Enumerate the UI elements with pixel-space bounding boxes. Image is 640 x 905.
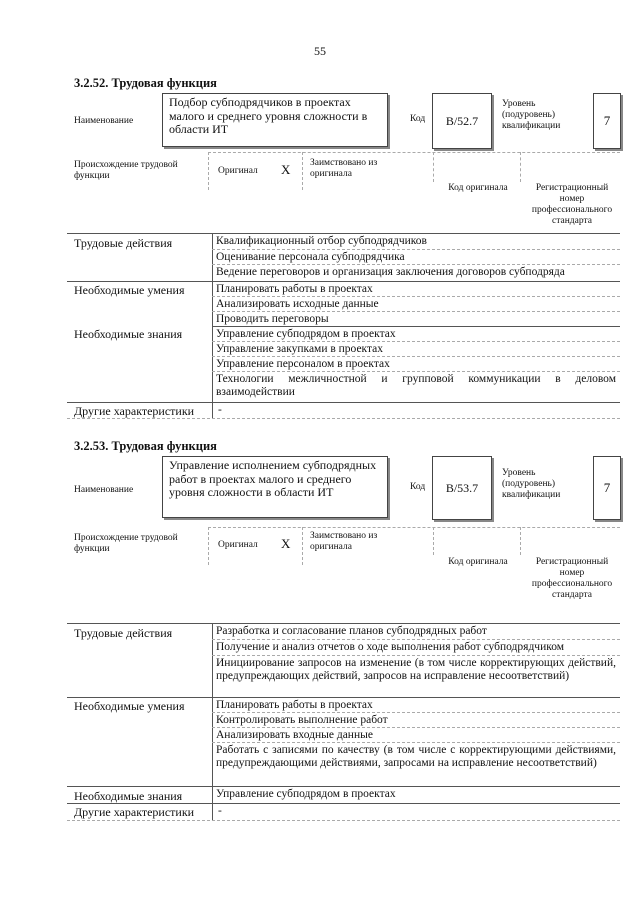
row-divider — [212, 655, 620, 656]
function-name-box — [162, 93, 388, 147]
reg-number-label: Регистрационный номер профессионального стандарта — [531, 183, 613, 226]
table-line — [67, 402, 620, 403]
other-value: - — [218, 404, 222, 416]
skill-item: Работать с записями по качеству (в том числе с корректирующими действиями, предупреждающими действиями, запросами на исправление несоответствий) — [216, 744, 616, 769]
code-value: B/53.7 — [445, 480, 479, 495]
table-line — [67, 623, 620, 624]
knowledge-label: Необходимые знания — [74, 327, 183, 341]
original-mark: X — [281, 536, 291, 551]
divider — [520, 152, 521, 182]
skills-label: Необходимые умения — [74, 699, 185, 713]
origin-code-label: Код оригинала — [448, 183, 508, 193]
row-divider — [212, 296, 620, 297]
table-line — [212, 326, 620, 327]
divider — [433, 527, 434, 555]
divider — [208, 152, 209, 190]
code-value: B/52.7 — [445, 113, 479, 128]
action-item: Разработка и согласование планов субподрядных работ — [216, 625, 487, 637]
knowledge-item: Управление субподрядом в проектах — [216, 328, 396, 340]
function-name: Подбор субподрядчиков в проектах малого и среднего уровня сложности в области ИТ — [169, 95, 368, 136]
function-name: Управление исполнением субподрядных работ в проектах малого и среднего уровня сложности в области ИТ — [169, 458, 377, 499]
action-item: Инициирование запросов на изменение (в том числе корректирующих действий, предупреждающих действий, запросов на исправление несоответствий) — [216, 657, 616, 682]
table-line — [67, 820, 620, 821]
origin-label: Происхождение трудовой функции — [74, 533, 178, 554]
skill-item: Планировать работы в проектах — [216, 283, 373, 295]
row-divider — [212, 742, 620, 743]
skill-item: Проводить переговоры — [216, 313, 329, 325]
other-label: Другие характеристики — [74, 404, 195, 418]
skill-item: Анализировать входные данные — [216, 729, 373, 741]
row-divider — [212, 371, 620, 372]
knowledge-label: Необходимые знания — [74, 789, 183, 803]
action-item: Ведение переговоров и организация заключения договоров субподряда — [216, 266, 565, 278]
borrowed-label: Заимствовано из оригинала — [310, 158, 378, 179]
origin-code-label: Код оригинала — [448, 557, 508, 567]
row-divider — [212, 727, 620, 728]
page-number: 55 — [314, 44, 326, 58]
table-line — [212, 623, 213, 820]
other-label: Другие характеристики — [74, 805, 195, 819]
skill-item: Контролировать выполнение работ — [216, 714, 388, 726]
original-label: Оригинал — [218, 540, 258, 550]
table-line — [67, 697, 620, 698]
code-box — [432, 456, 492, 520]
reg-number-label: Регистрационный номер профессионального стандарта — [531, 557, 613, 600]
divider — [208, 152, 620, 153]
row-divider — [212, 249, 620, 250]
divider — [208, 527, 620, 528]
name-label: Наименование — [74, 485, 134, 495]
code-box — [432, 93, 492, 149]
row-divider — [212, 341, 620, 342]
knowledge-item: Управление закупками в проектах — [216, 343, 384, 355]
row-divider — [212, 712, 620, 713]
level-label: Уровень (подуровень) квалификации — [502, 99, 561, 131]
divider — [520, 527, 521, 555]
origin-label: Происхождение трудовой функции — [74, 160, 178, 181]
section-title: 3.2.53. Трудовая функция — [74, 439, 217, 453]
row-divider — [212, 356, 620, 357]
table-line — [67, 233, 620, 234]
other-value: - — [218, 805, 222, 817]
borrowed-label: Заимствовано из оригинала — [310, 531, 378, 552]
row-divider — [212, 311, 620, 312]
divider — [433, 152, 434, 182]
original-mark: X — [281, 162, 291, 177]
divider — [302, 152, 303, 190]
actions-label: Трудовые действия — [74, 626, 173, 640]
table-line — [67, 786, 620, 787]
skill-item: Планировать работы в проектах — [216, 699, 373, 711]
row-divider — [212, 264, 620, 265]
knowledge-item: Технологии межличностной и групповой коммуникации в деловом взаимодействии — [216, 373, 616, 398]
table-line — [67, 281, 620, 282]
original-label: Оригинал — [218, 166, 258, 176]
row-divider — [212, 639, 620, 640]
code-label: Код — [410, 114, 426, 124]
level-value: 7 — [603, 113, 611, 128]
action-item: Получение и анализ отчетов о ходе выполнения работ субподрядчиком — [216, 641, 565, 653]
divider — [208, 527, 209, 565]
action-item: Оценивание персонала субподрядчика — [216, 251, 405, 263]
level-value: 7 — [603, 480, 611, 495]
skills-label: Необходимые умения — [74, 283, 185, 297]
name-label: Наименование — [74, 116, 134, 126]
code-label: Код — [410, 482, 426, 492]
table-line — [67, 418, 620, 419]
skill-item: Анализировать исходные данные — [216, 298, 379, 310]
level-label: Уровень (подуровень) квалификации — [502, 468, 561, 500]
action-item: Квалификационный отбор субподрядчиков — [216, 235, 427, 247]
knowledge-item: Управление субподрядом в проектах — [216, 788, 396, 800]
divider — [302, 527, 303, 565]
level-box — [593, 456, 621, 520]
section-title: 3.2.52. Трудовая функция — [74, 76, 217, 90]
knowledge-item: Управление персоналом в проектах — [216, 358, 390, 370]
actions-label: Трудовые действия — [74, 236, 173, 250]
level-box — [593, 93, 621, 149]
function-name-box — [162, 456, 388, 518]
table-line — [67, 803, 620, 804]
